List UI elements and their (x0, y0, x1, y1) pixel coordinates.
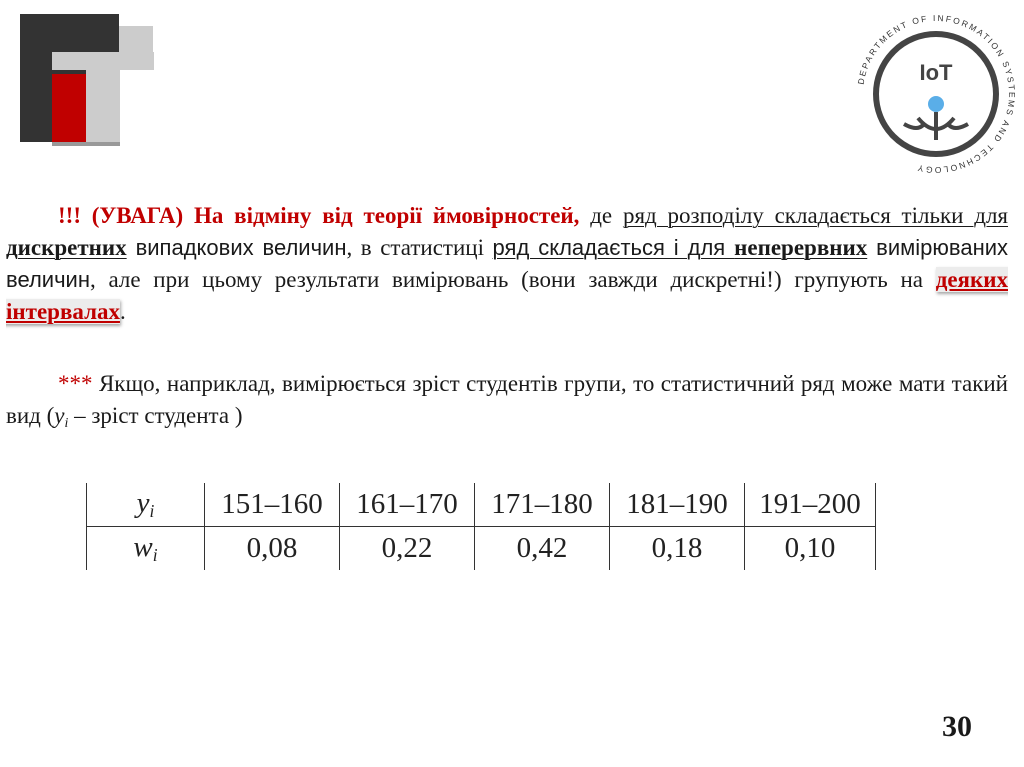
term-continuous: неперервних (734, 235, 868, 260)
statistical-series-table (86, 483, 876, 570)
table-cell: 181–190 (610, 483, 745, 527)
logo-ring-text: DEPARTMENT OF INFORMATION SYSTEMS AND TECHNOLOGY (855, 12, 1018, 176)
row-label-w: $w_i$ (87, 527, 205, 571)
table-cell: 171–180 (475, 483, 610, 527)
logo-center-text: IoT (919, 60, 953, 85)
warning-lead: !!! (УВАГА) На відміну від теорії ймовірностей, (58, 203, 580, 228)
table-cell: 161–170 (340, 483, 475, 527)
table-cell: 0,18 (610, 527, 745, 571)
term-discrete: дискретних (6, 235, 127, 260)
table-cell: 0,08 (205, 527, 340, 571)
table-cell: 0,22 (340, 527, 475, 571)
highlight-intervals: деяких інтервалах (6, 267, 1008, 324)
table-row (87, 483, 876, 527)
iot-department-logo (852, 8, 1020, 180)
table-cell: 0,10 (745, 527, 876, 571)
table-cell: 151–160 (205, 483, 340, 527)
table-cell: 0,42 (475, 527, 610, 571)
stars-marker: *** (58, 371, 93, 396)
page-number: 30 (942, 710, 972, 743)
paragraph-example: *** Якщо, наприклад, вимірюється зріст студентів групи, то статистичний ряд може мати такий вид ($y_i$ – зріст студента ) (6, 371, 1008, 431)
paragraph-warning: !!! (УВАГА) На відміну від теорії ймовірностей, де ряд розподілу складається тільки для дискретних випадкових величин, в статистиці ряд складається і для неперервних вимірюваних величин, але при цьому результати вимірювань (вони завжди дискретні!) групують на деяких інтервалах. (6, 203, 1009, 324)
table-cell: 191–200 (745, 483, 876, 527)
table-row (87, 527, 876, 571)
fit-logo (20, 14, 154, 146)
row-label-y: $y_i$ (87, 483, 205, 527)
svg-text:DEPARTMENT OF INFORMATION SYST (856, 13, 1017, 175)
